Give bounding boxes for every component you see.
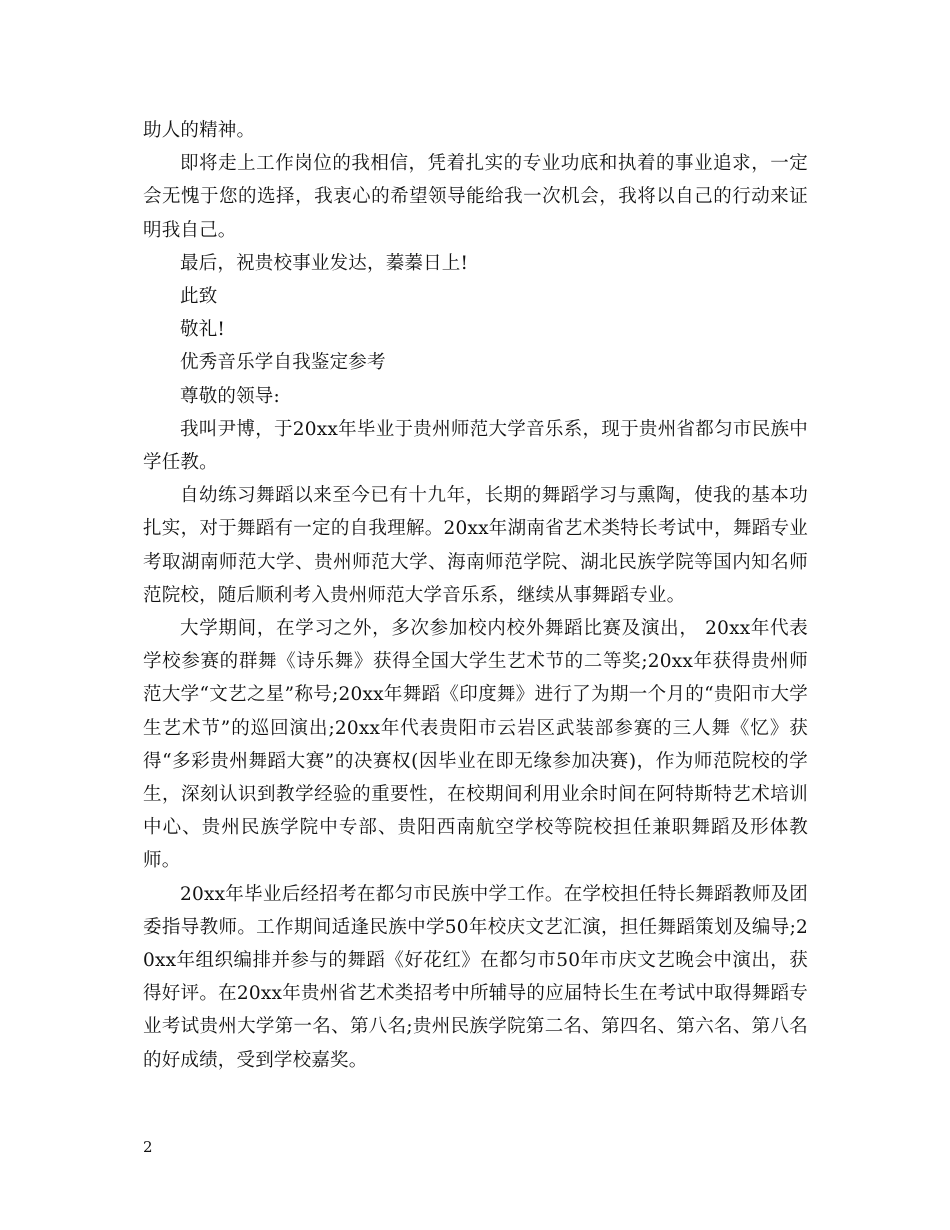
paragraph-regards: 敬礼! (180, 319, 226, 341)
paragraph-closing-statement: 即将走上工作岗位的我相信，凭着扎实的专业功底和执着的事业追求，一定会无愧于您的选择，我衷心的希望领导能给我一次机会，我将以自己的行动来证明我自己。 (143, 153, 808, 241)
paragraph-continuation: 助人的精神。 (143, 120, 256, 141)
document-body (143, 114, 808, 1077)
paragraph-work-experience: 20xx年毕业后经招考在都匀市民族中学工作。在学校担任特长舞蹈教师及团委指导教师。工作期间适逢民族中学50年校庆文艺汇演，担任舞蹈策划及编导;20xx年组织编排并参与的舞蹈《好花红》在都匀市50年市庆文艺晚会中演出，获得好评。在20xx年贵州省艺术类招考中所辅导的应届特长生在考试中取得舞蹈专业考试贵州大学第一名、第八名;贵州民族学院第二名、第四名、第六名、第八名的好成绩，受到学校嘉奖。 (143, 883, 808, 1071)
section-title: 优秀音乐学自我鉴定参考 (180, 352, 386, 374)
page-number: 2 (143, 1138, 153, 1156)
paragraph-introduction: 我叫尹博，于20xx年毕业于贵州师范大学音乐系，现于贵州省都匀市民族中学任教。 (143, 418, 808, 474)
paragraph-salutation: 此致 (180, 286, 218, 308)
paragraph-wishes: 最后，祝贵校事业发达，蓁蓁日上! (180, 252, 469, 274)
paragraph-university-experience: 大学期间，在学习之外，多次参加校内校外舞蹈比赛及演出， 20xx年代表学校参赛的群舞《诗乐舞》获得全国大学生艺术节的二等奖;20xx年获得贵州师范大学“文艺之星”称号;20xx年舞蹈《印度舞》进行了为期一个月的“贵阳市大学生艺术节”的巡回演出;20xx年代表贵阳市云岩区武装部参赛的三人舞《忆》获得“多彩贵州舞蹈大赛”的决赛权(因毕业在即无缘参加决赛)，作为师范院校的学生，深刻认识到教学经验的重要性，在校期间利用业余时间在阿特斯特艺术培训中心、贵州民族学院中专部、贵阳西南航空学校等院校担任兼职舞蹈及形体教师。 (143, 618, 808, 872)
paragraph-dance-background: 自幼练习舞蹈以来至今已有十九年，长期的舞蹈学习与熏陶，使我的基本功扎实，对于舞蹈有一定的自我理解。20xx年湖南省艺术类特长考试中，舞蹈专业考取湖南师范大学、贵州师范大学、海南师范学院、湖北民族学院等国内知名师范院校，随后顺利考入贵州师范大学音乐系，继续从事舞蹈专业。 (143, 485, 808, 606)
paragraph-greeting: 尊敬的领导: (180, 385, 280, 407)
